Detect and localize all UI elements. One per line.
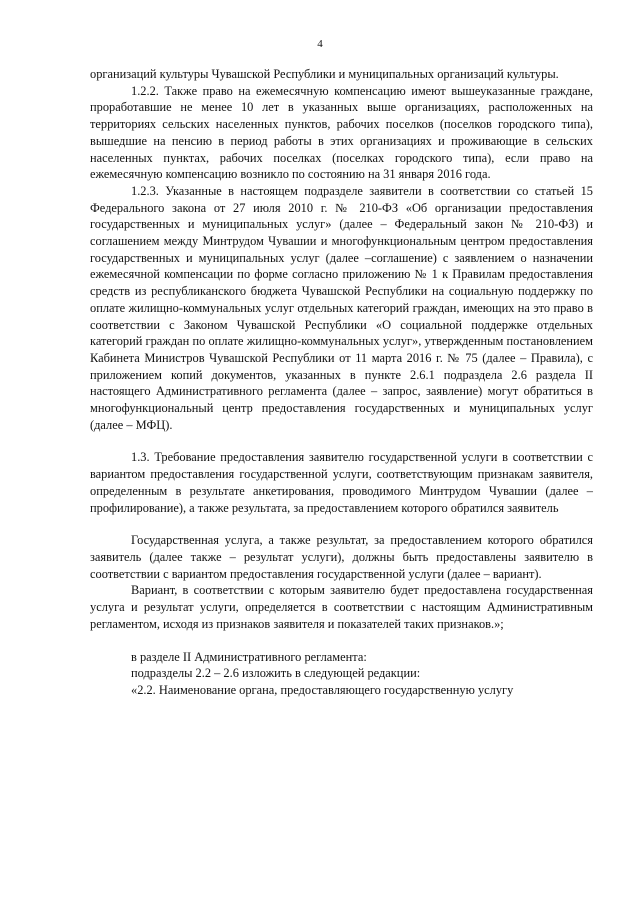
paragraph-1-3: 1.3. Требование предоставления заявителю государственной услуги в соответствии с вариантом предоставления государственной услуги, соответствующим признакам заявителя, определенным в результате анкетирования, проводимого Минтрудом Чувашии (далее – профилирование), а также результата, за предоставлением которого обратился заявитель <box>90 450 593 515</box>
paragraph-culture-orgs: организаций культуры Чувашской Республики и муниципальных организаций культуры. <box>90 67 559 81</box>
paragraph-variant: Вариант, в соответствии с которым заявителю будет предоставлена государственная услуга и результат услуги, определяется в соответствии с настоящим Административным регламентом, исходя из признаков заявителя и показателей таких признаков.»; <box>90 583 593 631</box>
paragraph-1-2-3: 1.2.3. Указанные в настоящем подразделе заявители в соответствии со статьей 15 Федерального закона от 27 июля 2010 г. № 210-ФЗ «Об организации предоставления государственных и муниципальных услуг» (далее – Федеральный закон № 210-ФЗ) и соглашением между Минтрудом Чувашии и многофункциональным центром предоставления государственных и муниципальных услуг (далее –соглашение) с заявлением о назначении ежемесячной компенсации по форме согласно приложению № 1 к Правилам предоставления средств из республиканского бюджета Чувашской Республики на социальную поддержку по оплате жилищно-коммунальных услуг отдельных категорий граждан, имеющих на это право в соответствии с Законом Чувашской Республики «О социальной поддержке отдельных категорий граждан по оплате жилищно-коммунальных услуг», утвержденным постановлением Кабинета Министров Чувашской Республики от 11 марта 2016 г. № 75 (далее – Правила), с приложением копий документов, указанных в пункте 2.6.1 подраздела 2.6 раздела II настоящего Административного регламента (далее – запрос, заявление) могут обратиться в многофункциональный центр предоставления государственных и муниципальных услуг (далее – МФЦ). <box>90 183 593 432</box>
page-number: 4 <box>317 38 323 50</box>
paragraph-subsections: подразделы 2.2 – 2.6 изложить в следующей редакции: <box>131 666 421 681</box>
paragraph-service-result: Государственная услуга, а также результат, за предоставлением которого обратился заявитель (далее также – результат услуги), должны быть предоставлены заявителю в соответствии с вариантом предоставления государственной услуги (далее – вариант). <box>90 533 593 581</box>
paragraph-2-2-heading: «2.2. Наименование органа, предоставляющего государственную услугу <box>131 682 514 697</box>
document-body <box>90 66 593 699</box>
paragraph-1-2-2: 1.2.2. Также право на ежемесячную компенсацию имеют вышеуказанные граждане, проработавшие не менее 10 лет в указанных выше организациях, расположенных на территориях сельских населенных пунктов, рабочих поселков (поселков городского типа), вышедшие на пенсию в период работы в этих организациях и проживающие в сельских населенных пунктах, рабочих поселках (поселках городского типа), если право на ежемесячную компенсацию возникло по состоянию на 31 января 2016 года. <box>90 83 593 182</box>
paragraph-section-ii: в разделе II Административного регламента: <box>131 649 367 664</box>
